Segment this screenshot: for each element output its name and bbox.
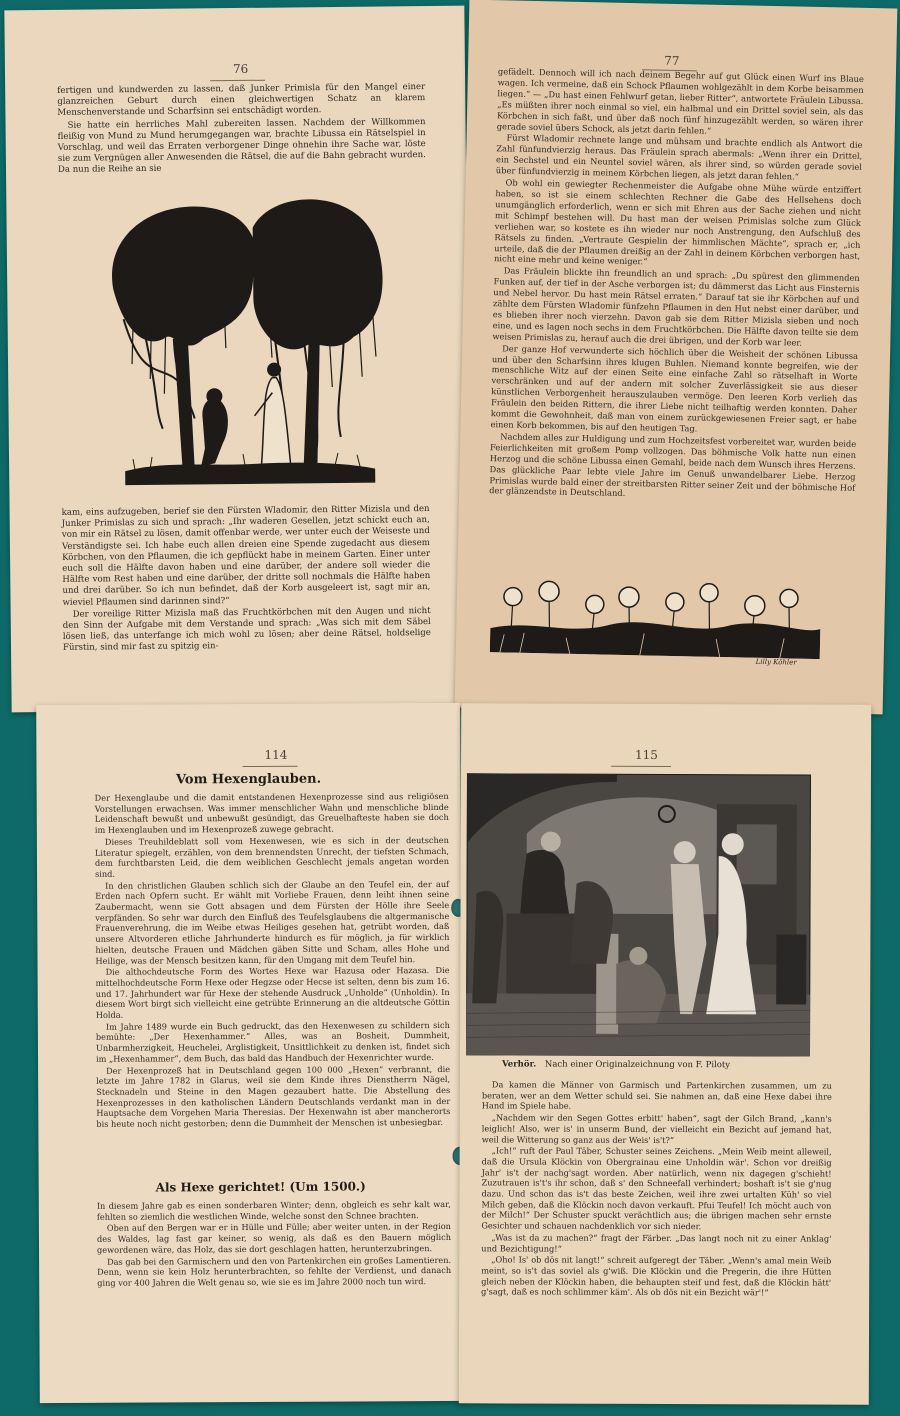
paragraph: fertigen und kundwerden zu lassen, daß Junker Primisla für den Mangel einer glanzreichen Geburt durch einen gleichwertigen Schatz an klarem Menschenverstande und Scharfsinn sei entschädigt worden. xyxy=(57,82,426,119)
paragraph: Ob wohl ein gewiegter Rechenmeister die Aufgabe ohne Mühe würde entziffert haben, so ist sie einem schlechten Rechner die Gabe des Hellsehens doch unumgänglich erforderlich, wenn er sich mit Ehren aus der Sache ziehen und nicht mit Schimpf bestehen will. Du hast man der weisen Primislas solche zum Glück verliehen war, so kostete es ihn wieder nur noch Anstrengung, den Aufschluß des Rätsels zu finden. „Vertraute Gespielin der himmlischen Mächte“, sprach er, „ich urteile, daß die der Pflaumen dreißig an der Zahl in deinem Körbchen verborgen hast, nicht eine mehr und keine weniger.“ xyxy=(493,177,862,267)
text-block xyxy=(481,1079,832,1299)
paragraph: Im Jahre 1489 wurde ein Buch gedruckt, das den Hexenwesen zu schildern sich bemühte: „Der Hexenhammer.“ Alles, was an Bosheit, Dummheit, Unbarmherzigkeit, Heuchelei, Arglistigkeit, Unsittlichkeit zu denken ist, findet sich im „Hexenhammer“, dem Buch, das bald das Handbuch der Hexenrichter wurde. xyxy=(95,1019,450,1064)
paragraph: Oben auf den Bergen war er in Hülle und Fülle; aber weiter unten, in der Region des Waldes, lag fast gar keiner, so wenig, als daß es den Bauern möglich gewordenen wäre, das Holz, das sie dort geschlagen hatten, herunterzubringen. xyxy=(96,1221,451,1255)
paragraph: Der Hexenglaube und die damit entstandenen Hexenprozesse sind aus religiösen Vorstellungen erwachsen. Was immer menschlicher Wahn und menschliche blinde Leidenschaft bewußt und unbewußt gesündigt, das Greuelhafteste haben sie doch im Hexenglauben und im Hexenprozeß zuwege gebracht. xyxy=(94,790,449,835)
paragraph: Der voreilige Ritter Mizisla maß das Fruchtkörbchen mit den Augen und nicht den Sinn der Aufgabe mit dem Verstande und sprach: „Was sich mit dem Säbel lösen ließ, das unterfange ich mich wohl zu lösen; aber deine Rätsel, holdselige Fürstin, sind mir fast zu spitzig ein- xyxy=(62,605,431,654)
paragraph: „Was ist da zu machen?“ fragt der Färber. „Das langt noch nit zu einer Anklag' und Bezichtigung!“ xyxy=(481,1232,832,1254)
text-block-als-hexe xyxy=(97,1199,451,1289)
article-title: Vom Hexenglauben. xyxy=(175,771,322,788)
page-number-rule xyxy=(210,80,265,82)
paragraph: Die althochdeutsche Form des Wortes Hexe war Hazusa oder Hazasa. Die mittelhochdeutsche Form Hexe oder Hegzse oder Hecse ist selten, denn bis zum 16. und 17. Jahrhundert war für Hexe der stehende Ausdruck „Unholde“ (Unholdin). In diesem Wort birgt sich vielleicht eine getrübte Erinnerung an die altdeutsche Göttin Holda. xyxy=(95,965,450,1020)
paragraph: Der ganze Hof verwunderte sich höchlich über die Weisheit der schönen Libussa und über den Scharfsinn ihres klugen Buhlen. Niemand konnte begreifen, wie der menschliche Witz auf der einen Seite eine einfache Zahl so rätselhaft in Worte verschränken und auf der andern mit solcher Zuverlässigkeit sie aus dieser künstlichen Verborgenheit herauszulauben vermöge. Den leeren Korb verlieh das Fräulein den beiden Rittern, die ihrer Liebe nicht teilhaftig werden konnten. Daher kommt die Gewohnheit, daß man von einem zurückgewiesenen Freier sagt, er habe einen Korb bekommen, bis auf den heutigen Tag. xyxy=(490,343,859,434)
paragraph: „Nachdem wir den Segen Gottes erbitt' haben“, sagt der Gilch Brand, „kann's leiglich! Also, wer is' in unserm Bund, der vielleicht ein Bezicht auf jemand hat, weil die Witterung so ganz aus der Weis' is't?“ xyxy=(481,1112,832,1145)
caption-credit: Nach einer Originalzeichnung von F. Piloty xyxy=(544,1059,731,1071)
paragraph: „Ich!“ ruft der Paul Täber, Schuster seines Zeichens. „Mein Weib meint alleweil, daß die Ursula Klöckin von Obergrainau eine Unholdin wär'. Schon vor dreißig Jahr' is't der nachg'sagt worden. Aber natürlich, wenn nix dagegen g'schieht! Zuzutrauen is't's ihr schon, daß s' den Schneefall verhindert; boshaft is't sie g'nug dazu. Und schon das is't das beste Zeichen, weil ihre zwei urtalten Küh' so viel Milch geben, daß die Klöckin noch davon verkauft. Pfui Teufel! Ich möcht auch von der Milch!“ Der Schuster spuckt verächtlich aus; die übrigen machen sehr ernste Gesichter und schauen nachdenklich vor sich nieder. xyxy=(481,1145,832,1232)
article-title: Als Hexe gerichtet! (Um 1500.) xyxy=(155,1179,366,1195)
paragraph: Das gab bei den Garmischern und den von Partenkirchen ein großes Lamentieren. Denn, wenn sie kein Holz herunterbrachten, so fehlte der Verdienst, und danach ging vor 400 Jahren die Welt genau so, wie sie es im Jahre 2000 noch tun wird. xyxy=(97,1254,452,1288)
page-number-rule xyxy=(611,766,671,767)
poppy-vignette xyxy=(490,578,821,659)
text-block-top xyxy=(57,82,426,177)
paragraph: Sie hatte ein herrliches Mahl zubereiten lassen. Nachdem der Willkommen fleißig von Mund zu Mund herumgegangen war, brachte Libussa ein Rätselspiel in Vorschlag, und weil das Erraten verborgener Dinge ohnehin ihre Sache war, löste sie zum Vergnügen aller Anwesenden die Rätsel, die auf die Bahn gebracht wurden. Da nun die Reihe an sie xyxy=(57,116,426,176)
text-block-bottom xyxy=(62,504,432,655)
paragraph: Der Hexenprozeß hat in Deutschland gegen 100 000 „Hexen“ verbrannt, die letzte im Jahre 1782 in Glarus, weil sie dem Kinde ihres Dienstherrn Nägel, Stecknadeln und Steine in den Magen gezaubert hatte. Die Abstellung des Hexenprozesses in den katholischen Ländern Deutschlands verdankt man in der Hauptsache dem Vorgehen Maria Theresias. Der Hexenwahn ist aber mancherorts bis heute noch nicht gestorben; denn die Dummheit der Menschen ist unbesiegbar. xyxy=(96,1063,451,1129)
page-number: 115 xyxy=(635,747,658,762)
page-77 xyxy=(455,0,898,714)
paragraph: In den christlichen Glauben schlich sich der Glaube an den Teufel ein, der auf Erden nach Opfern sucht. Er wählt mit Vorliebe Frauen, denn leiht ihnen seine Zaubermacht, wenn sie Gott absagen und dem Fürsten der Hölle ihre Seele verpfänden. So sehr war durch den Einfluß des Teufelsglaubens die altgermanische Frauenverehrung, die im Weibe etwas Heiliges gesehen hat, getrübt worden, daß unsere Altvorderen etliche Jahrhunderte hindurch es für möglich, ja für wirklich hielten, deutsche Frauen und Mädchen gäben Sitte und Scham, alles Hohe und Heilige, was der Mensch besitzen kann, für den Umgang mit dem Teufel hin. xyxy=(95,878,450,966)
paragraph: Dieses Treuhildeblatt soll vom Hexenwesen, wie es sich in der deutschen Literatur spiegelt, erzählen, von dem brennendsten Unrecht, der tiefsten Schmach, dem furchtbarsten Leid, die dem weiblichen Geschlecht jemals angetan worden sind. xyxy=(94,834,450,879)
page-number: 76 xyxy=(232,61,249,77)
paragraph: kam, eins aufzugeben, berief sie den Fürsten Wladomir, den Ritter Mizisla und den Junker Primislas zu sich und sprach: „Ihr waderen Gesellen, jetzt schickt euch an, von mir ein Rätsel zu lösen, damit offenbar werde, wer unter euch der Weiseste und Verständigste sei. Ich habe euch allen dreien eine Spende zugedacht aus diesem Körbchen, von den Pflaumen, die ich gepflückt habe in meinem Garten. Einer unter euch soll die Hälfte davon haben und eine darüber, der andere soll wieder die Hälfte vom Rest haben und eine darüber, der dritte soll nochmals die Hälfte haben und drei darüber. So ich nun befindet, daß der Korb ausgeleert ist, sagt mir an, wieviel Pflaumen sind darinnen sind?“ xyxy=(61,504,431,608)
silhouette-illustration xyxy=(102,186,393,501)
illustration-caption xyxy=(502,1059,730,1070)
page-115 xyxy=(459,703,871,1404)
artist-signature: Lilly Köhler xyxy=(755,657,797,667)
page-number: 77 xyxy=(664,53,680,69)
text-block xyxy=(489,66,864,505)
paragraph: Nachdem alles zur Huldigung und zum Hochzeitsfest vorbereitet war, wurden beide Feierlichkeiten mit großem Pomp vollzogen. Das böhmische Volk hatte nun einen Herzog und die schöne Libussa einen Gemahl, beide nach dem Wunsch ihres Herzens. Das glückliche Paar lebte viele Jahre im Genuß unwandelbarer Liebe. Herzog Primislas wurde bald einer der streitbarsten Ritter seiner Zeit und der böhmische Hof der glänzendste in Deutschland. xyxy=(489,431,857,499)
page-number-rule xyxy=(242,766,297,767)
page-114 xyxy=(36,703,464,1403)
paragraph: In diesem Jahre gab es einen sonderbaren Winter; denn, obgleich es sehr kalt war, fehlten so ziemlich die westlichen Winde, welche sonst den Schnee brachten. xyxy=(96,1198,451,1222)
text-block-hexenglauben xyxy=(95,791,451,1131)
paragraph: gefädelt. Dennoch will ich nach deinem Begehr auf gut Glück einen Wurf ins Blaue wagen. Ich vermeine, daß ein Schock Pflaumen wohlgezählt in dem Korbe beisammen liegen.“ — „Du hast einen Fehlwurf getan, lieber Ritter“, antwortete Fräulein Libussa. „Es müßten ihrer noch einmal so viel, ein halbmal und ein Drittel soviel sein, als das Körbchen in sich faßt, und über daß noch fünf hinzugezählt werden, so wären ihrer gerade soviel übers Schock, als jetzt darin fehlen.“ xyxy=(496,66,864,136)
page-number: 114 xyxy=(264,747,288,762)
paragraph: Fürst Wladomir rechnete lange und mühsam und brachte endlich als Antwort die Zahl fünfundvierzig heraus. Das Fräulein sprach abermals: „Wenn ihrer ein Drittel, ein Sechstel und ein Neuntel soviel wären, als ihrer sind, so würden gerade soviel über fünfundvierzig in meinem Körbchen liegen, als jetzt daran fehlen.“ xyxy=(495,132,863,182)
paragraph: Das Fräulein blickte ihn freundlich an und sprach: „Du spürest den glimmenden Funken auf, der tief in der Asche verborgen ist; du dämmerst das Licht aus Finsternis und Nebel hervor. Du hast mein Rätsel erraten.“ Darauf tat sie ihr Körbchen auf und zählte dem Fürsten Wladomir fünfzehn Pflaumen in den Hut nebst einer darüber, und es blieben ihrer noch vierzehn. Davon gab sie dem Ritter Mizisla sieben und noch eine, und es lagen noch sechs in dem Fruchtkörbchen. Die Hälfte davon teilte sie dem weisen Primislas zu, herauf auch die drei übrigen, und der Korb war leer. xyxy=(492,265,860,348)
paragraph: Da kamen die Männer von Garmisch und Partenkirchen zusammen, um zu beraten, wer an dem Wetter schuld sei. Sie nahmen an, daß eine Hexe dabei ihre Hand im Spiele habe. xyxy=(481,1079,832,1112)
engraving-illustration xyxy=(466,773,811,1056)
caption-title: Verhör. xyxy=(501,1059,537,1070)
paragraph: „Oho! Is' ob dös nit langt!“ schreit aufgeregt der Täber. „Wenn's amal mein Weib meint, so is't das soviel als g'wiß. Die Klöckin und die Pregerin, die ihre Hütten gleich neben der Klöckin haben, die behaupten steif und fest, daß die Klöckin hätt' g'sagt, daß es noch schlimmer käm'. Als ob dös nit ein Bezicht wär'!“ xyxy=(481,1254,832,1298)
page-76 xyxy=(4,6,471,713)
